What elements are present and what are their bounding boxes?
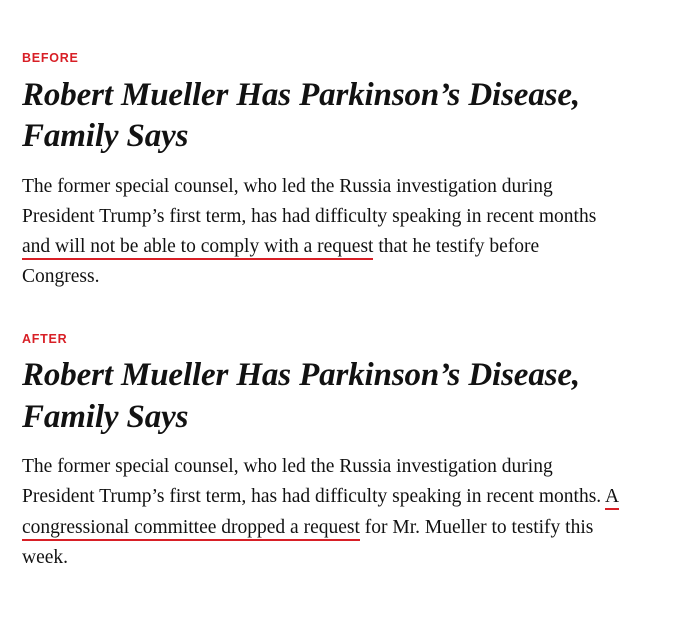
- summary-after-text-post: for Mr. Mueller to testify this week.: [22, 516, 594, 568]
- section-label-after: AFTER: [22, 331, 68, 346]
- summary-before-highlight: and will not be able to comply with a request: [22, 236, 373, 260]
- summary-before-text-pre: The former special counsel, who led the Russia investigation during President Trump’s first term, has had difficulty speaking in recent months: [22, 175, 597, 227]
- headline-before: Robert Mueller Has Parkinson’s Disease, Family Says: [22, 76, 581, 155]
- section-label-before: BEFORE: [22, 51, 79, 65]
- summary-after-text-pre: The former special counsel, who led the Russia investigation during President Trump’s first term, has had difficulty speaking in recent months.: [22, 456, 605, 508]
- section-before: [22, 52, 620, 293]
- summary-before: [22, 172, 620, 293]
- summary-after: [22, 452, 620, 573]
- summary-before-text-post: that he testify before Congress.: [22, 236, 540, 288]
- section-after: [22, 333, 620, 574]
- summary-after-highlight: A congressional committee dropped a request: [22, 486, 619, 540]
- headline-after: Robert Mueller Has Parkinson’s Disease, Family Says: [22, 357, 581, 435]
